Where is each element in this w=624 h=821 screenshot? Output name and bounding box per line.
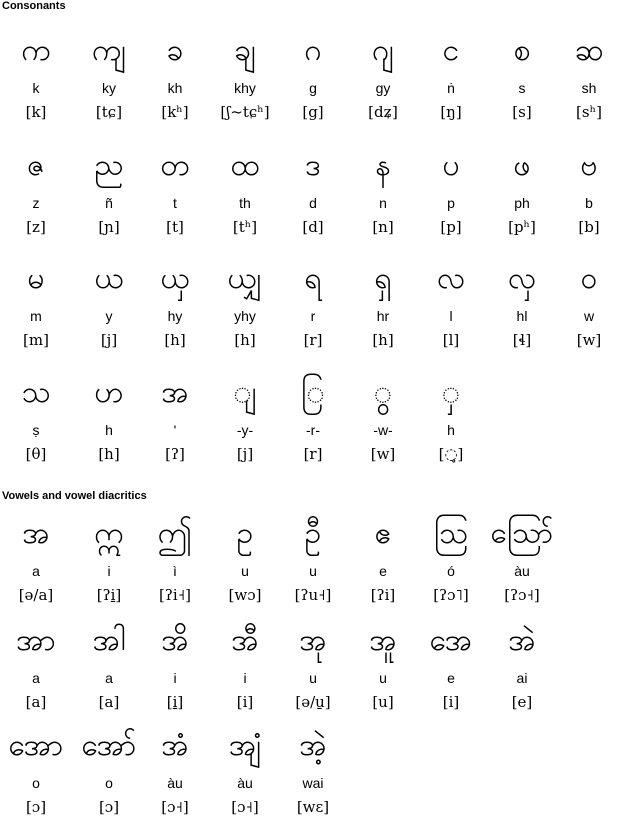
letter-cell <box>210 30 280 126</box>
script-glyph: ခ <box>166 33 184 68</box>
ipa-transcription: [i] <box>236 693 254 711</box>
script-glyph: င <box>442 33 460 68</box>
script-glyph: လ <box>436 261 466 296</box>
letter-cell <box>1 620 71 716</box>
letter-cell <box>210 145 280 241</box>
ipa-transcription: [z] <box>26 218 46 236</box>
letter-cell <box>416 620 486 716</box>
consonants-heading: Consonants <box>2 0 66 12</box>
transliteration: g <box>309 80 317 96</box>
letter-cell <box>74 513 144 609</box>
ipa-transcription: [j] <box>236 445 254 463</box>
script-glyph: ◌ွ <box>373 375 393 410</box>
ipa-transcription: [ɔ] <box>98 798 120 816</box>
script-glyph: ဆ <box>574 33 604 68</box>
transliteration: n <box>379 195 387 211</box>
letter-cell <box>140 258 210 354</box>
transliteration: a <box>32 563 40 579</box>
ipa-transcription: [ŋ] <box>440 103 462 121</box>
letter-cell <box>348 513 418 609</box>
transliteration: o <box>32 775 40 791</box>
ipa-transcription: [i̱] <box>166 693 184 711</box>
letter-cell <box>1 258 71 354</box>
letter-cell <box>74 372 144 468</box>
script-glyph: စ <box>513 33 531 68</box>
ipa-transcription: [ʔu˧] <box>294 586 332 604</box>
ipa-transcription: [p] <box>440 218 462 236</box>
transliteration: ' <box>173 422 177 438</box>
script-glyph: အူ <box>369 623 397 658</box>
transliteration: ṣ <box>32 422 40 438</box>
ipa-transcription: [a] <box>25 693 47 711</box>
script-glyph: အီ <box>231 623 259 658</box>
transliteration: hl <box>516 308 528 324</box>
transliteration: kh <box>167 80 183 96</box>
ipa-transcription: [g] <box>302 103 324 121</box>
ipa-transcription: [ʃ~tɕʰ] <box>220 103 270 121</box>
ipa-transcription: [h] <box>98 445 120 463</box>
ipa-transcription: [w] <box>370 445 396 463</box>
transliteration: y <box>105 308 113 324</box>
transliteration: t <box>173 195 177 211</box>
transliteration: àu <box>237 775 253 791</box>
transliteration: àu <box>167 775 183 791</box>
ipa-transcription: [n] <box>372 218 394 236</box>
transliteration: ky <box>102 80 116 96</box>
script-glyph: အျံ <box>228 728 262 763</box>
ipa-transcription: [ʔi˧] <box>159 586 191 604</box>
ipa-transcription: [j] <box>100 331 118 349</box>
letter-cell <box>210 372 280 468</box>
letter-cell <box>210 258 280 354</box>
transliteration: àu <box>514 563 530 579</box>
letter-cell <box>348 620 418 716</box>
transliteration: hy <box>167 308 183 324</box>
ipa-transcription: [ɔ˧] <box>161 798 189 816</box>
transliteration: h <box>447 422 455 438</box>
ipa-transcription: [s] <box>512 103 532 121</box>
letter-cell <box>487 513 557 609</box>
ipa-transcription: [r] <box>303 331 323 349</box>
script-glyph: အါ <box>92 623 126 658</box>
script-glyph: လှ <box>507 261 537 296</box>
script-glyph: ည <box>94 148 124 183</box>
letter-cell <box>1 145 71 241</box>
ipa-transcription: [e] <box>511 693 533 711</box>
script-glyph: ◌ှ <box>441 375 461 410</box>
ipa-transcription: [r] <box>303 445 323 463</box>
script-glyph: မ <box>27 261 45 296</box>
script-glyph: ◌ြ <box>301 375 325 410</box>
script-glyph: ဗ <box>580 148 598 183</box>
script-glyph: အ <box>22 516 50 551</box>
transliteration: yhy <box>234 308 256 324</box>
ipa-transcription: [m] <box>23 331 49 349</box>
transliteration: l <box>449 308 453 324</box>
transliteration: ó <box>447 563 455 579</box>
letter-cell <box>487 620 557 716</box>
script-glyph: အေ <box>429 623 473 658</box>
script-glyph: ပ <box>442 148 460 183</box>
transliteration: b <box>585 195 593 211</box>
script-glyph: ဒ <box>305 148 321 183</box>
transliteration: a <box>32 670 40 686</box>
ipa-transcription: [wɔ] <box>228 586 262 604</box>
ipa-transcription: [ʔɔ˥] <box>433 586 469 604</box>
letter-cell <box>278 145 348 241</box>
ipa-transcription: [ʔi̱] <box>96 586 122 604</box>
transliteration: u <box>379 670 387 686</box>
ipa-transcription: [l] <box>442 331 460 349</box>
letter-cell <box>74 725 144 821</box>
ipa-transcription: [dʑ] <box>368 103 398 121</box>
letter-cell <box>140 372 210 468</box>
letter-cell <box>348 372 418 468</box>
transliteration: ñ <box>105 195 113 211</box>
letter-cell <box>140 620 210 716</box>
script-glyph: အာ <box>16 623 56 658</box>
letter-cell <box>554 258 624 354</box>
transliteration: i <box>173 670 177 686</box>
script-glyph: ဇ <box>27 148 45 183</box>
script-glyph: ဂ <box>304 33 322 68</box>
transliteration: ì <box>173 563 177 579</box>
letter-cell <box>416 372 486 468</box>
letter-cell <box>278 513 348 609</box>
script-glyph: အံ <box>161 728 189 763</box>
ipa-transcription: [k] <box>25 103 47 121</box>
transliteration: i <box>243 670 247 686</box>
script-glyph: ထ <box>230 148 260 183</box>
letter-cell <box>74 145 144 241</box>
ipa-transcription: [ə/a] <box>18 586 54 604</box>
transliteration: k <box>32 80 40 96</box>
script-glyph: တ <box>160 148 190 183</box>
ipa-transcription: [wɛ] <box>296 798 330 816</box>
ipa-transcription: [w] <box>576 331 602 349</box>
letter-cell <box>278 258 348 354</box>
script-glyph: ယှ <box>160 261 190 296</box>
ipa-transcription: [ʔɔ˧] <box>504 586 540 604</box>
script-glyph: ဟ <box>94 375 124 410</box>
transliteration: -w- <box>373 422 393 438</box>
transliteration: e <box>379 563 387 579</box>
transliteration: w <box>583 308 595 324</box>
letter-cell <box>487 145 557 241</box>
ipa-transcription: [h] <box>164 331 186 349</box>
transliteration: wai <box>302 775 324 791</box>
letter-cell <box>1 372 71 468</box>
ipa-transcription: [sʰ] <box>576 103 602 121</box>
script-glyph: ရှ <box>374 261 392 296</box>
transliteration: z <box>32 195 40 211</box>
transliteration: u <box>309 670 317 686</box>
letter-cell <box>74 258 144 354</box>
ipa-transcription: [ə/u̱] <box>295 693 331 711</box>
letter-cell <box>140 30 210 126</box>
ipa-transcription: [ɲ] <box>98 218 120 236</box>
ipa-transcription: [ʔi] <box>370 586 396 604</box>
letter-cell <box>416 145 486 241</box>
ipa-transcription: [h] <box>234 331 256 349</box>
script-glyph: က <box>21 33 51 68</box>
letter-cell <box>416 30 486 126</box>
script-glyph: ကျ <box>91 33 127 68</box>
script-glyph: ဂျ <box>372 33 394 68</box>
script-glyph: အိ <box>161 623 189 658</box>
script-glyph: ဦ <box>304 516 322 551</box>
transliteration: ai <box>516 670 528 686</box>
ipa-transcription: [t] <box>166 218 184 236</box>
transliteration: hr <box>376 308 390 324</box>
ipa-transcription: [ʔ] <box>165 445 185 463</box>
ipa-transcription: [h] <box>372 331 394 349</box>
letter-cell <box>74 620 144 716</box>
letter-cell <box>487 30 557 126</box>
letter-cell <box>348 258 418 354</box>
transliteration: -r- <box>306 422 320 438</box>
transliteration: d <box>309 195 317 211</box>
transliteration: r <box>310 308 316 324</box>
letter-cell <box>140 513 210 609</box>
ipa-transcription: [b] <box>578 218 600 236</box>
letter-cell <box>210 725 280 821</box>
transliteration: sh <box>581 80 597 96</box>
transliteration: p <box>447 195 455 211</box>
transliteration: h <box>105 422 113 438</box>
ipa-transcription: [θ] <box>25 445 47 463</box>
transliteration: gy <box>375 80 391 96</box>
transliteration: th <box>239 195 251 211</box>
script-glyph: ဥ <box>236 516 254 551</box>
vowels-heading: Vowels and vowel diacritics <box>2 490 147 502</box>
script-glyph: ဖ <box>513 148 531 183</box>
script-glyph: ရ <box>304 261 322 296</box>
transliteration: u <box>241 563 249 579</box>
letter-cell <box>554 145 624 241</box>
ipa-transcription: [pʰ] <box>508 218 536 236</box>
script-glyph: ချ <box>234 33 256 68</box>
letter-cell <box>74 30 144 126</box>
script-glyph: အု <box>299 623 327 658</box>
letter-cell <box>554 30 624 126</box>
script-glyph: အ <box>161 375 189 410</box>
ipa-transcription: [a] <box>98 693 120 711</box>
ipa-transcription: [tɕ] <box>95 103 123 121</box>
letter-cell <box>348 145 418 241</box>
letter-cell <box>210 513 280 609</box>
script-glyph: န <box>375 148 391 183</box>
transliteration: e <box>447 670 455 686</box>
script-glyph: ဤ <box>157 516 193 551</box>
transliteration: ph <box>514 195 530 211</box>
script-glyph: ယ <box>94 261 124 296</box>
ipa-transcription: [tʰ] <box>232 218 258 236</box>
transliteration: i <box>107 563 111 579</box>
ipa-transcription: [kʰ] <box>161 103 189 121</box>
letter-cell <box>278 30 348 126</box>
script-glyph: အော <box>8 728 64 763</box>
ipa-transcription: [ɔ˧] <box>231 798 259 816</box>
letter-cell <box>210 620 280 716</box>
letter-cell <box>140 145 210 241</box>
letter-cell <box>1 513 71 609</box>
script-glyph: သ <box>21 375 51 410</box>
ipa-transcription: [i] <box>442 693 460 711</box>
letter-cell <box>1 725 71 821</box>
letter-cell <box>278 372 348 468</box>
letter-cell <box>416 258 486 354</box>
letter-cell <box>487 258 557 354</box>
transliteration: a <box>105 670 113 686</box>
letter-cell <box>140 725 210 821</box>
ipa-transcription: [ɔ] <box>25 798 47 816</box>
script-glyph: ◌ျ <box>233 375 257 410</box>
ipa-transcription: [ɬ] <box>512 331 532 349</box>
ipa-transcription: [u] <box>372 693 394 711</box>
letter-cell <box>416 513 486 609</box>
transliteration: -y- <box>236 422 254 438</box>
letter-cell <box>278 725 348 821</box>
letter-cell <box>348 30 418 126</box>
script-glyph: ဝ <box>580 261 598 296</box>
script-glyph: ဪ <box>490 516 554 551</box>
script-glyph: အဲ့ <box>299 728 327 763</box>
transliteration: u <box>309 563 317 579</box>
ipa-transcription: [◌̥] <box>438 445 464 463</box>
transliteration: o <box>105 775 113 791</box>
transliteration: khy <box>234 80 256 96</box>
transliteration: s <box>518 80 526 96</box>
script-glyph: အဲ <box>508 623 536 658</box>
script-glyph: ဩ <box>433 516 469 551</box>
transliteration: m <box>30 308 42 324</box>
ipa-transcription: [d] <box>302 218 324 236</box>
letter-cell <box>1 30 71 126</box>
script-glyph: ဣ <box>94 516 124 551</box>
letter-cell <box>278 620 348 716</box>
script-glyph: ယျှ <box>227 261 263 296</box>
transliteration: ṅ <box>447 80 455 96</box>
script-glyph: ဧ <box>374 516 392 551</box>
script-glyph: အော် <box>81 728 137 763</box>
